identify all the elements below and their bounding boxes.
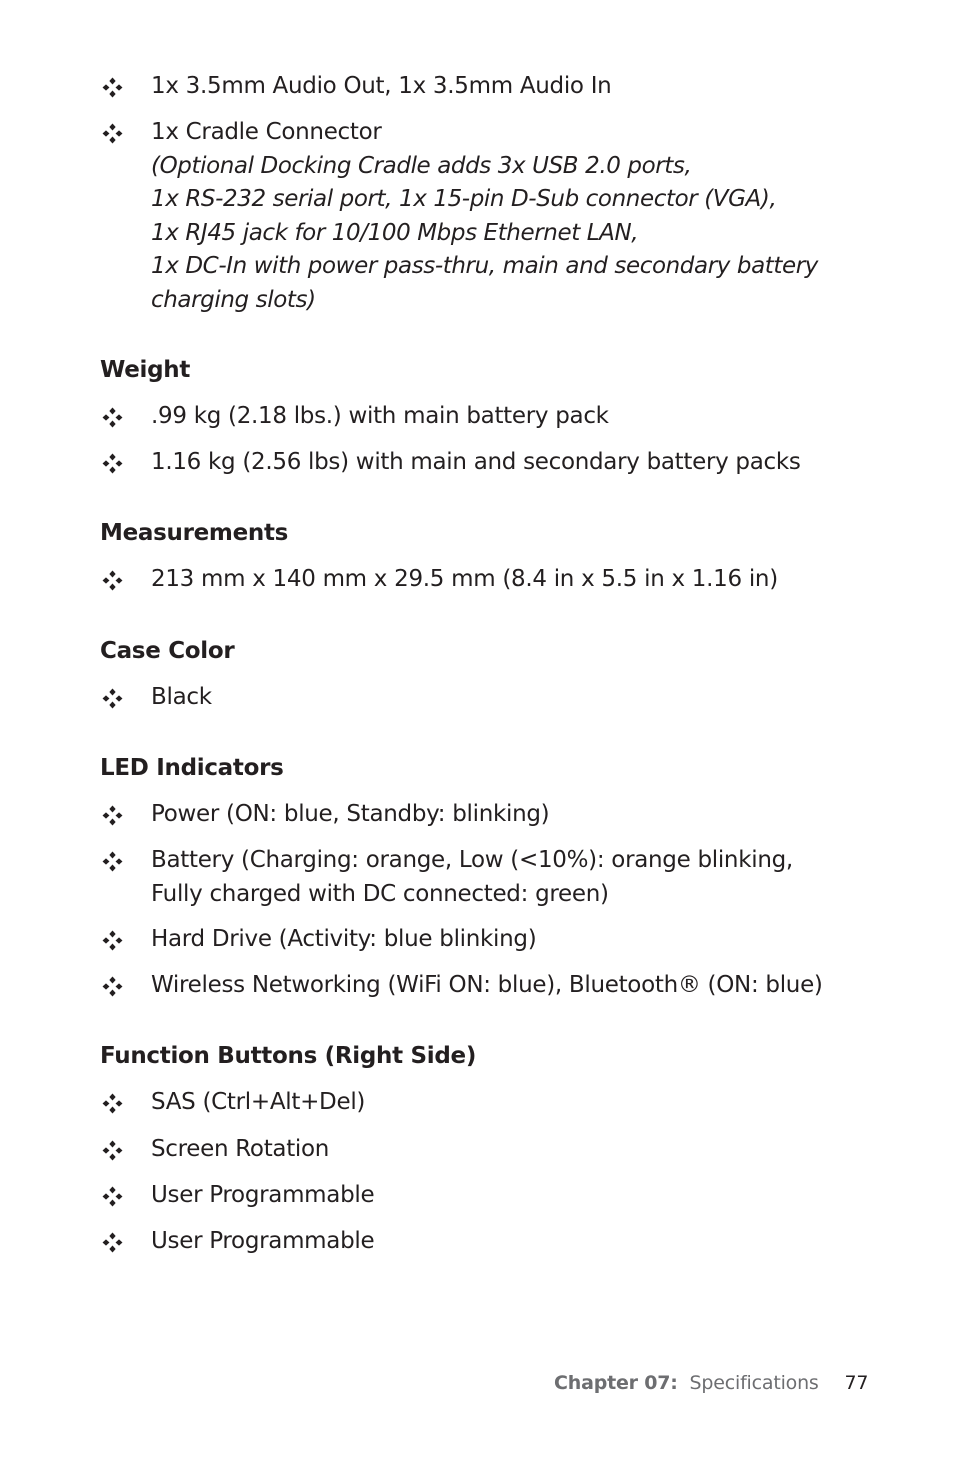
cradle-note-line: (Optional Docking Cradle adds 3x USB 2.0 ports,: [151, 152, 692, 179]
four-diamond-bullet-icon: [100, 844, 128, 878]
list-item-text: SAS (Ctrl+Alt+Del): [151, 1089, 366, 1115]
cradle-note-line: 1x RS-232 serial port, 1x 15-pin D-Sub connector (VGA),: [151, 186, 777, 212]
section-heading-measurements: Measurements: [100, 520, 289, 546]
cradle-note-line: 1x DC-In with power pass-thru, main and secondary battery: [151, 253, 819, 279]
cradle-connector-label: 1x Cradle Connector: [151, 119, 382, 145]
page-footer: [554, 1369, 868, 1397]
four-diamond-bullet-icon: [100, 1086, 128, 1120]
list-item-text: User Programmable: [151, 1228, 375, 1254]
four-diamond-bullet-icon: [100, 681, 128, 715]
list-item-text: .99 kg (2.18 lbs.) with main battery pack: [151, 403, 609, 429]
four-diamond-bullet-icon: [100, 1133, 128, 1167]
four-diamond-bullet-icon: [100, 400, 128, 434]
four-diamond-bullet-icon: [100, 446, 128, 480]
four-diamond-bullet-icon: [100, 798, 128, 832]
list-item-text: 1x 3.5mm Audio Out, 1x 3.5mm Audio In: [151, 73, 612, 99]
cradle-note-line: charging slots): [151, 286, 316, 313]
four-diamond-bullet-icon: [100, 1179, 128, 1213]
four-diamond-bullet-icon: [100, 70, 128, 104]
section-heading-function-buttons: Function Buttons (Right Side): [100, 1043, 477, 1069]
four-diamond-bullet-icon: [100, 1225, 128, 1259]
four-diamond-bullet-icon: [100, 116, 128, 150]
list-item-line: Battery (Charging: orange, Low (<10%): orange blinking,: [151, 847, 793, 873]
list-item-text: Wireless Networking (WiFi ON: blue), Bluetooth® (ON: blue): [151, 972, 823, 998]
page-number: 77: [844, 1372, 869, 1394]
cradle-note-line: 1x RJ45 jack for 10/100 Mbps Ethernet LAN,: [151, 219, 639, 246]
list-item-text: Power (ON: blue, Standby: blinking): [151, 801, 550, 827]
list-item-text: Hard Drive (Activity: blue blinking): [151, 926, 537, 952]
list-item-line: Fully charged with DC connected: green): [151, 880, 609, 907]
list-item-text: [151, 116, 818, 317]
list-item-text: [151, 844, 793, 911]
footer-chapter-label: Chapter 07:: [554, 1372, 678, 1394]
four-diamond-bullet-icon: [100, 563, 128, 597]
list-item-text: 213 mm x 140 mm x 29.5 mm (8.4 in x 5.5 in x 1.16 in): [151, 566, 778, 592]
section-heading-weight: Weight: [100, 357, 191, 383]
list-item-text: Screen Rotation: [151, 1136, 330, 1162]
four-diamond-bullet-icon: [100, 969, 128, 1003]
section-heading-case-color: Case Color: [100, 638, 235, 664]
four-diamond-bullet-icon: [100, 923, 128, 957]
list-item-text: User Programmable: [151, 1182, 375, 1208]
footer-section-title: Specifications: [689, 1372, 819, 1394]
section-heading-led-indicators: LED Indicators: [100, 755, 284, 781]
list-item-text: 1.16 kg (2.56 lbs) with main and secondary battery packs: [151, 449, 801, 475]
list-item-text: Black: [151, 684, 212, 710]
